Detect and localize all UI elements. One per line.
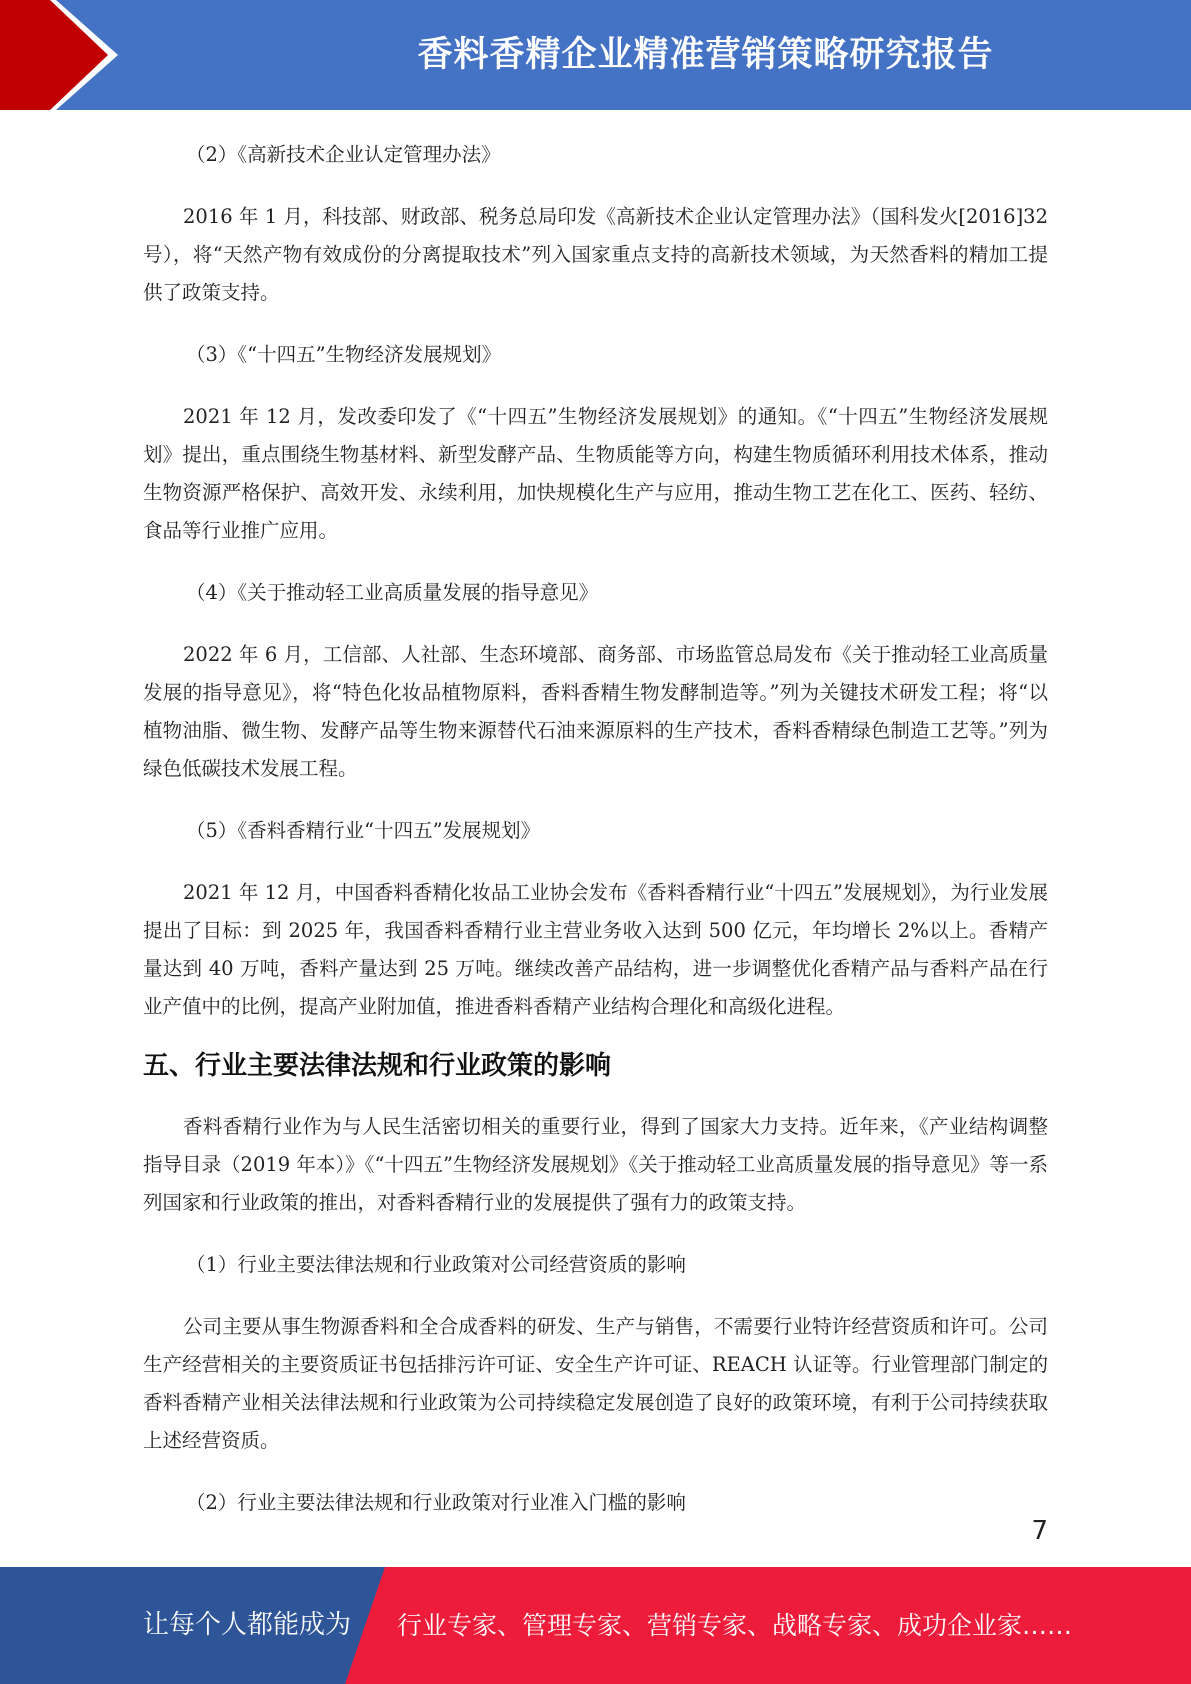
paragraph: 公司主要从事生物源香料和全合成香料的研发、生产与销售，不需要行业特许经营资质和许可。公司生产经营相关的主要资质证书包括排污许可证、安全生产许可证、REACH 认证等。行业管理部门制定的香料香精产业相关法律法规和行业政策为公司持续稳定发展创造了良好的政策环境，有利于公司持续获取上述经营资质。	[143, 1315, 1048, 1452]
paragraph: 香料香精行业作为与人民生活密切相关的重要行业，得到了国家大力支持。近年来，《产业结构调整指导目录（2019 年本）》《“十四五”生物经济发展规划》《关于推动轻工业高质量发展的指导意见》等一系列国家和行业政策的推出，对香料香精行业的发展提供了强有力的政策支持。	[143, 1115, 1048, 1214]
subsection-heading: （5）《香料香精行业“十四五”发展规划》	[186, 819, 541, 842]
page-number: 7	[1031, 1516, 1048, 1546]
header-arrow-icon	[0, 0, 220, 110]
page-header	[0, 0, 1191, 110]
page-footer	[0, 1567, 1191, 1684]
report-title: 香料香精企业精准营销策略研究报告	[417, 35, 994, 75]
subsection-heading: （3）《“十四五”生物经济发展规划》	[186, 343, 502, 366]
subsection-heading: （4）《关于推动轻工业高质量发展的指导意见》	[186, 581, 599, 604]
paragraph: 2016 年 1 月，科技部、财政部、税务总局印发《高新技术企业认定管理办法》（国科发火[2016]32 号），将“天然产物有效成份的分离提取技术”列入国家重点支持的高新技术领域，为天然香料的精加工提供了政策支持。	[143, 205, 1048, 304]
section-heading: 五、行业主要法律法规和行业政策的影响	[143, 1051, 612, 1081]
subsection-heading: （2）《高新技术企业认定管理办法》	[186, 143, 501, 166]
paragraph: 2022 年 6 月，工信部、人社部、生态环境部、商务部、市场监管总局发布《关于推动轻工业高质量发展的指导意见》，将“特色化妆品植物原料，香料香精生物发酵制造等。”列为关键技术研发工程；将“以植物油脂、微生物、发酵产品等生物来源替代石油来源原料的生产技术，香料香精绿色制造工艺等。”列为绿色低碳技术发展工程。	[143, 643, 1048, 780]
document-body	[143, 130, 1048, 1522]
paragraph: 2021 年 12 月，中国香料香精化妆品工业协会发布《香料香精行业“十四五”发展规划》，为行业发展提出了目标：到 2025 年，我国香料香精行业主营业务收入达到 500 亿元，年均增长 2%以上。香精产量达到 40 万吨，香料产量达到 25 万吨。继续改善产品结构，进一步调整优化香精产品与香料产品在行业产值中的比例，提高产业附加值，推进香料香精产业结构合理化和高级化进程。	[143, 881, 1048, 1018]
footer-slogan-left: 让每个人都能成为	[143, 1610, 352, 1640]
footer-slogan-right: 行业专家、管理专家、营销专家、战略专家、成功企业家……	[397, 1611, 1073, 1640]
paragraph: 2021 年 12 月，发改委印发了《“十四五”生物经济发展规划》的通知。《“十四五”生物经济发展规划》提出，重点围绕生物基材料、新型发酵产品、生物质能等方向，构建生物质循环利用技术体系，推动生物资源严格保护、高效开发、永续利用，加快规模化生产与应用，推动生物工艺在化工、医药、轻纺、食品等行业推广应用。	[143, 405, 1048, 542]
subsection-heading: （2）行业主要法律法规和行业政策对行业准入门槛的影响	[186, 1491, 686, 1514]
subsection-heading: （1）行业主要法律法规和行业政策对公司经营资质的影响	[186, 1253, 686, 1276]
